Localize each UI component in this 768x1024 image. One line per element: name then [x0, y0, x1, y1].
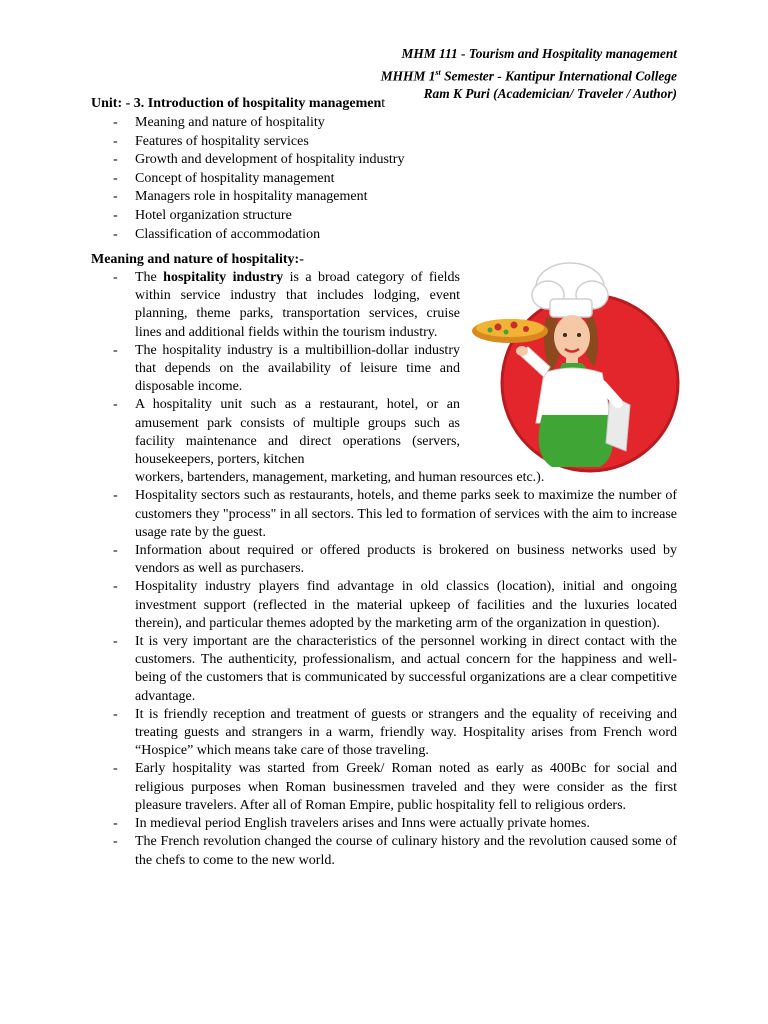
list-item: - Classification of accommodation	[91, 226, 681, 245]
chef-woman-with-pizza-icon	[470, 255, 680, 485]
list-item: - Growth and development of hospitality industry	[91, 151, 681, 170]
topic-list	[91, 114, 681, 244]
list-item: - Information about required or offered products is brokered on business networks used by vendors as well as purchasers.	[91, 542, 677, 578]
list-item: - Meaning and nature of hospitality	[91, 114, 681, 133]
list-item: - It is friendly reception and treatment of guests or strangers and the equality of receiving and treating guests and strangers in a warm, friendly way. Hospitality arises from French word “Hospice” which means take care of those traveling.	[91, 706, 677, 761]
list-item: - The French revolution changed the course of culinary history and the revolution caused some of the chefs to come to the new world.	[91, 833, 677, 869]
list-item: - Early hospitality was started from Greek/ Roman noted as early as 400Bc for social and religious purposes when Roman businessmen traveled and they were consider as the first pleasure travelers. After all of Roman Empire, public hospitality fell to religious orders.	[91, 760, 677, 815]
document-header	[381, 45, 677, 104]
list-item: - Hospitality sectors such as restaurants, hotels, and theme parks seek to maximize the number of customers they "process" in all sectors. This led to formation of services with the aim to increase usage rate by the guest.	[91, 487, 677, 542]
list-item: - Hotel organization structure	[91, 207, 681, 226]
list-item: - Concept of hospitality management	[91, 170, 681, 189]
list-item: - Hospitality industry players find advantage in old classics (location), initial and ongoing investment support (reflected in the material upkeep of facilities and the luxuries located therein), and particular themes adopted by the marketing arm of the organization in question).	[91, 578, 677, 633]
semester-line: MHHM 1st Semester - Kantipur International College	[380, 67, 677, 83]
author-line: Ram K Puri (Academician/ Traveler / Author)	[423, 86, 677, 102]
list-item: - The hospitality industry is a broad category of fields within service industry that includes lodging, event planning, theme parks, transportation services, cruise lines and additional fields within the tourism industry.	[91, 269, 460, 342]
list-item: - Managers role in hospitality management	[91, 188, 681, 207]
list-item: - It is very important are the characteristics of the personnel working in direct contact with the customers. The authenticity, professionalism, and actual concern for the happiness and well-being of the customers that is communicated by successful organizations are a clear competitive advantage.	[91, 633, 677, 706]
unit-title: Unit: - 3. Introduction of hospitality management	[91, 96, 386, 111]
list-item: - A hospitality unit such as a restaurant, hotel, or an amusement park consists of multiple groups such as facility maintenance and direct operations (servers, housekeepers, porters, kitchen workers, bartenders, management, marketing, and human resources etc.).	[91, 396, 677, 487]
section-heading: Meaning and nature of hospitality:-	[91, 252, 304, 267]
course-title: MHM 111 - Tourism and Hospitality management	[401, 46, 677, 61]
list-item: - Features of hospitality services	[91, 133, 681, 152]
list-item: - In medieval period English travelers arises and Inns were actually private homes.	[91, 815, 677, 833]
list-item: - The hospitality industry is a multibillion-dollar industry that depends on the availability of leisure time and disposable income.	[91, 342, 460, 397]
